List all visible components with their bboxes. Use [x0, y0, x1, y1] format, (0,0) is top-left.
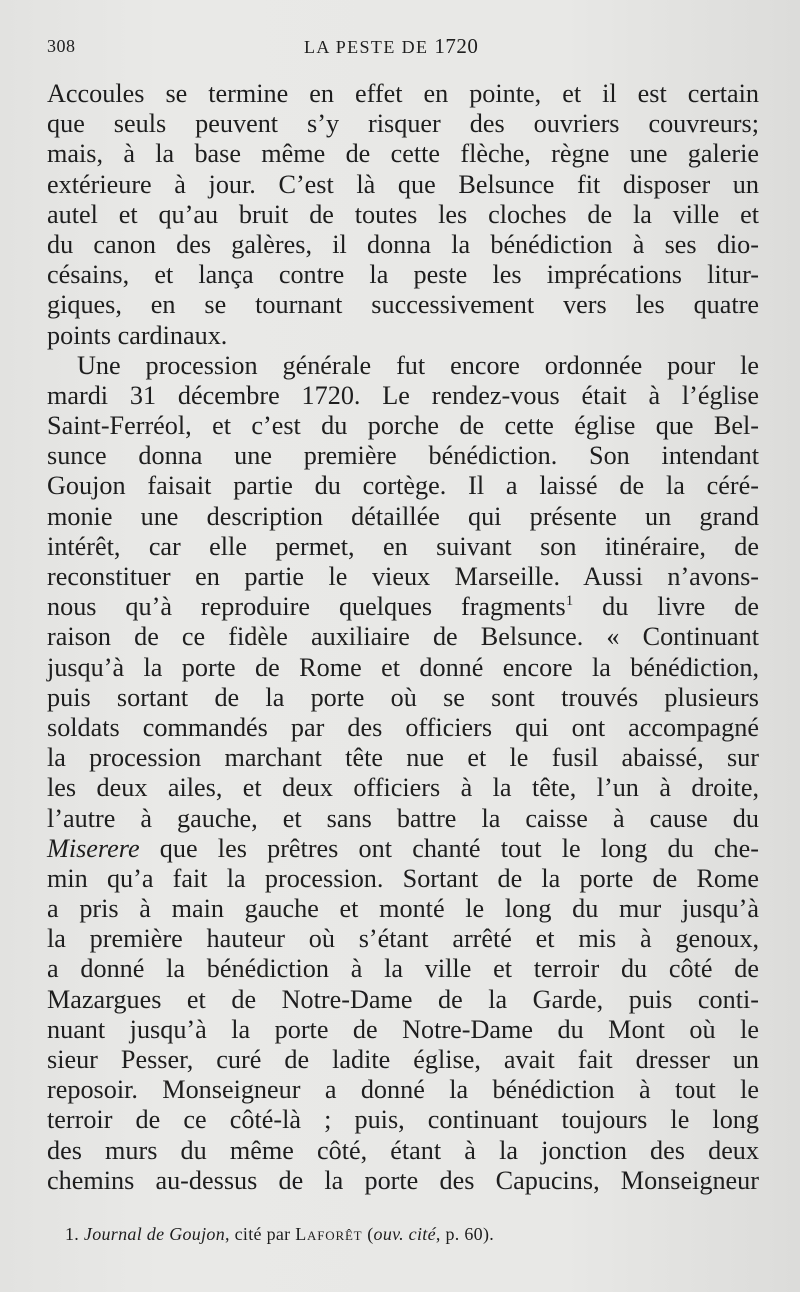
- text-line: sieur Pesser, curé de ladite église, avait fait dresser un: [47, 1045, 759, 1074]
- text-segment: que les prêtres ont chanté tout le long du che-: [139, 833, 759, 863]
- text-line: reconstituer en partie le vieux Marseille. Aussi n’avons-: [47, 562, 759, 591]
- running-title: [304, 34, 478, 59]
- text-line: a donné la bénédiction à la ville et terroir du côté de: [47, 954, 759, 984]
- text-line: Mazargues et de Notre-Dame de la Garde, puis conti-: [47, 984, 759, 1014]
- page-number: 308: [47, 36, 76, 56]
- text-line: a pris à main gauche et monté le long du mur jusqu’à: [47, 894, 759, 924]
- text-line: [47, 834, 759, 864]
- text-line: monie une description détaillée qui présente un grand: [47, 501, 759, 531]
- text-line: des murs du même côté, étant à la jonction des deux: [47, 1135, 759, 1165]
- text-line: intérêt, car elle permet, en suivant son itinéraire, de: [47, 531, 759, 561]
- text-line: raison de ce fidèle auxiliaire de Belsunce. « Continuant: [47, 622, 759, 652]
- footnote-text: (: [362, 1224, 374, 1244]
- paragraph-first-line: Une procession générale fut encore ordonnée pour le: [77, 350, 759, 380]
- italic-term: Miserere: [47, 833, 140, 863]
- text-line: autel et qu’au bruit de toutes les cloches de la ville et: [47, 199, 759, 229]
- footnote-number: 1.: [65, 1224, 84, 1244]
- text-line: nuant jusqu’à la porte de Notre-Dame du Mont où le: [47, 1014, 759, 1044]
- text-line: Accoules se termine en effet en pointe, et il est certain: [47, 79, 759, 108]
- text-line: giques, en se tournant successivement vers les quatre: [47, 290, 759, 320]
- text-line: extérieure à jour. C’est là que Belsunce fit disposer un: [47, 169, 759, 199]
- body-text: [47, 79, 759, 1196]
- footnote-reference: ouv. cité: [373, 1224, 436, 1244]
- running-title-year: 1720: [434, 34, 479, 58]
- text-line: terroir de ce côté-là ; puis, continuant toujours le long: [47, 1105, 759, 1135]
- footnote-work-title: Journal de Goujon: [83, 1224, 225, 1244]
- text-line: césains, et lança contre la peste les imprécations litur-: [47, 260, 759, 290]
- text-line: Saint-Ferréol, et c’est du porche de cette église que Bel-: [47, 411, 759, 441]
- text-line: mais, à la base même de cette flèche, règne une galerie: [47, 139, 759, 169]
- text-line: min qu’a fait la procession. Sortant de la porte de Rome: [47, 863, 759, 893]
- text-line: [47, 592, 759, 622]
- text-segment: nous qu’à reproduire quelques fragments: [47, 592, 566, 622]
- footnote-author: Laforêt: [295, 1224, 363, 1244]
- text-line: l’autre à gauche, et sans battre la caisse à cause du: [47, 803, 759, 833]
- text-line: mardi 31 décembre 1720. Le rendez-vous était à l’église: [47, 380, 759, 410]
- footnote: [65, 1224, 494, 1245]
- text-line: les deux ailes, et deux officiers à la tête, l’un à droite,: [47, 773, 759, 803]
- text-line: chemins au-dessus de la porte des Capucins, Monseigneur: [47, 1165, 759, 1195]
- footnote-text: , p. 60).: [435, 1224, 495, 1244]
- text-line: sunce donna une première bénédiction. Son intendant: [47, 441, 759, 471]
- text-line: la procession marchant tête nue et le fusil abaissé, sur: [47, 743, 759, 773]
- text-line: reposoir. Monseigneur a donné la bénédiction à tout le: [47, 1075, 759, 1105]
- footnote-text: , cité par: [225, 1224, 296, 1244]
- text-line: jusqu’à la porte de Rome et donné encore la bénédiction,: [47, 652, 759, 682]
- running-head: [0, 34, 800, 62]
- text-line: puis sortant de la porte où se sont trouvés plusieurs: [47, 682, 759, 712]
- text-line: la première hauteur où s’étant arrêté et mis à genoux,: [47, 924, 759, 954]
- text-line: points cardinaux.: [47, 320, 228, 350]
- text-line: Goujon faisait partie du cortège. Il a laissé de la céré-: [47, 471, 759, 501]
- text-segment: du livre de: [573, 592, 759, 622]
- text-line: que seuls peuvent s’y risquer des ouvriers couvreurs;: [47, 109, 759, 139]
- footnote-marker: 1: [565, 593, 574, 610]
- text-line: soldats commandés par des officiers qui ont accompagné: [47, 712, 759, 742]
- text-line: du canon des galères, il donna la bénédiction à ses dio-: [47, 229, 759, 259]
- running-title-text: LA PESTE DE: [304, 37, 435, 57]
